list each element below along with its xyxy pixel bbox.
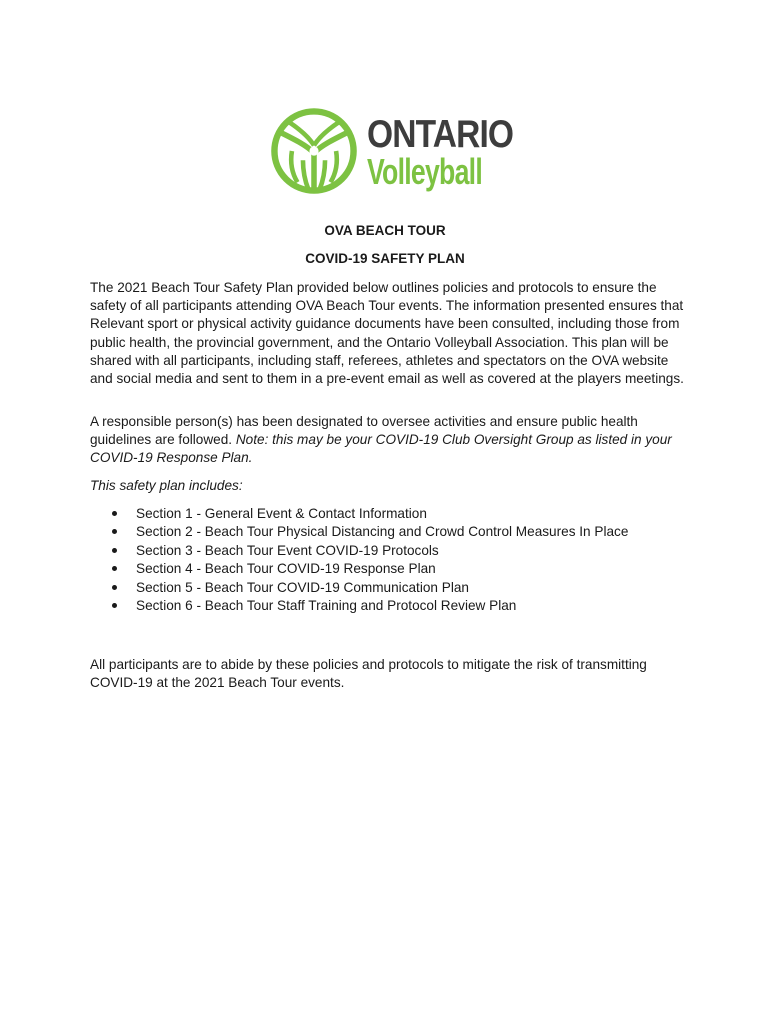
- bullet-icon: [112, 548, 117, 553]
- section-label: Section 5 - Beach Tour COVID-19 Communication Plan: [136, 579, 469, 595]
- list-item: [90, 542, 710, 560]
- section-label: Section 2 - Beach Tour Physical Distancing and Crowd Control Measures In Place: [136, 524, 629, 540]
- bullet-icon: [112, 511, 117, 516]
- section-label: Section 1 - General Event & Contact Information: [136, 506, 427, 521]
- logo-wordmark-ontario: ONTARIO: [367, 113, 514, 156]
- bullet-icon: [112, 585, 117, 590]
- volleyball-icon: [268, 103, 360, 199]
- responsible-person-text: A responsible person(s) has been designated to oversee activities and ensure public health guidelines are followed.: [90, 414, 638, 448]
- bullet-icon: [112, 529, 117, 534]
- list-item: [90, 523, 710, 541]
- responsible-person-paragraph: [90, 413, 690, 468]
- list-item: [90, 560, 710, 578]
- closing-paragraph: All participants are to abide by these policies and protocols to mitigate the risk of transmitting COVID-19 at the 2021 Beach Tour events.: [90, 657, 647, 691]
- document-subtitle: COVID-19 SAFETY PLAN: [305, 251, 465, 266]
- logo-wordmark-volleyball: Volleyball: [367, 151, 483, 192]
- list-item: [90, 597, 710, 615]
- includes-label: This safety plan includes:: [90, 478, 243, 493]
- document-title: OVA BEACH TOUR: [324, 223, 446, 238]
- list-item: [90, 579, 710, 597]
- intro-paragraph: The 2021 Beach Tour Safety Plan provided below outlines policies and protocols to ensure the safety of all participants attending OVA Beach Tour events. The information presented ensures that Relevant sport or physical activity guidance documents have been consulted, including those from public health, the provincial government, and the Ontario Volleyball Association. This plan will be shared with all participants, including staff, referees, athletes and spectators on the OVA website and social media and sent to them in a pre-event email as well as covered at the players meetings.: [90, 280, 684, 387]
- bullet-icon: [112, 566, 117, 571]
- section-label: Section 4 - Beach Tour COVID-19 Response Plan: [136, 561, 436, 577]
- ontario-volleyball-logo: [268, 103, 514, 199]
- bullet-icon: [112, 603, 117, 608]
- list-item: [90, 505, 710, 523]
- section-label: Section 3 - Beach Tour Event COVID-19 Protocols: [136, 542, 439, 558]
- sections-list: [90, 505, 710, 615]
- responsible-person-note: Note: this may be your COVID-19 Club Oversight Group as listed in your COVID-19 Response Plan.: [90, 432, 672, 466]
- section-label: Section 6 - Beach Tour Staff Training and Protocol Review Plan: [136, 598, 517, 614]
